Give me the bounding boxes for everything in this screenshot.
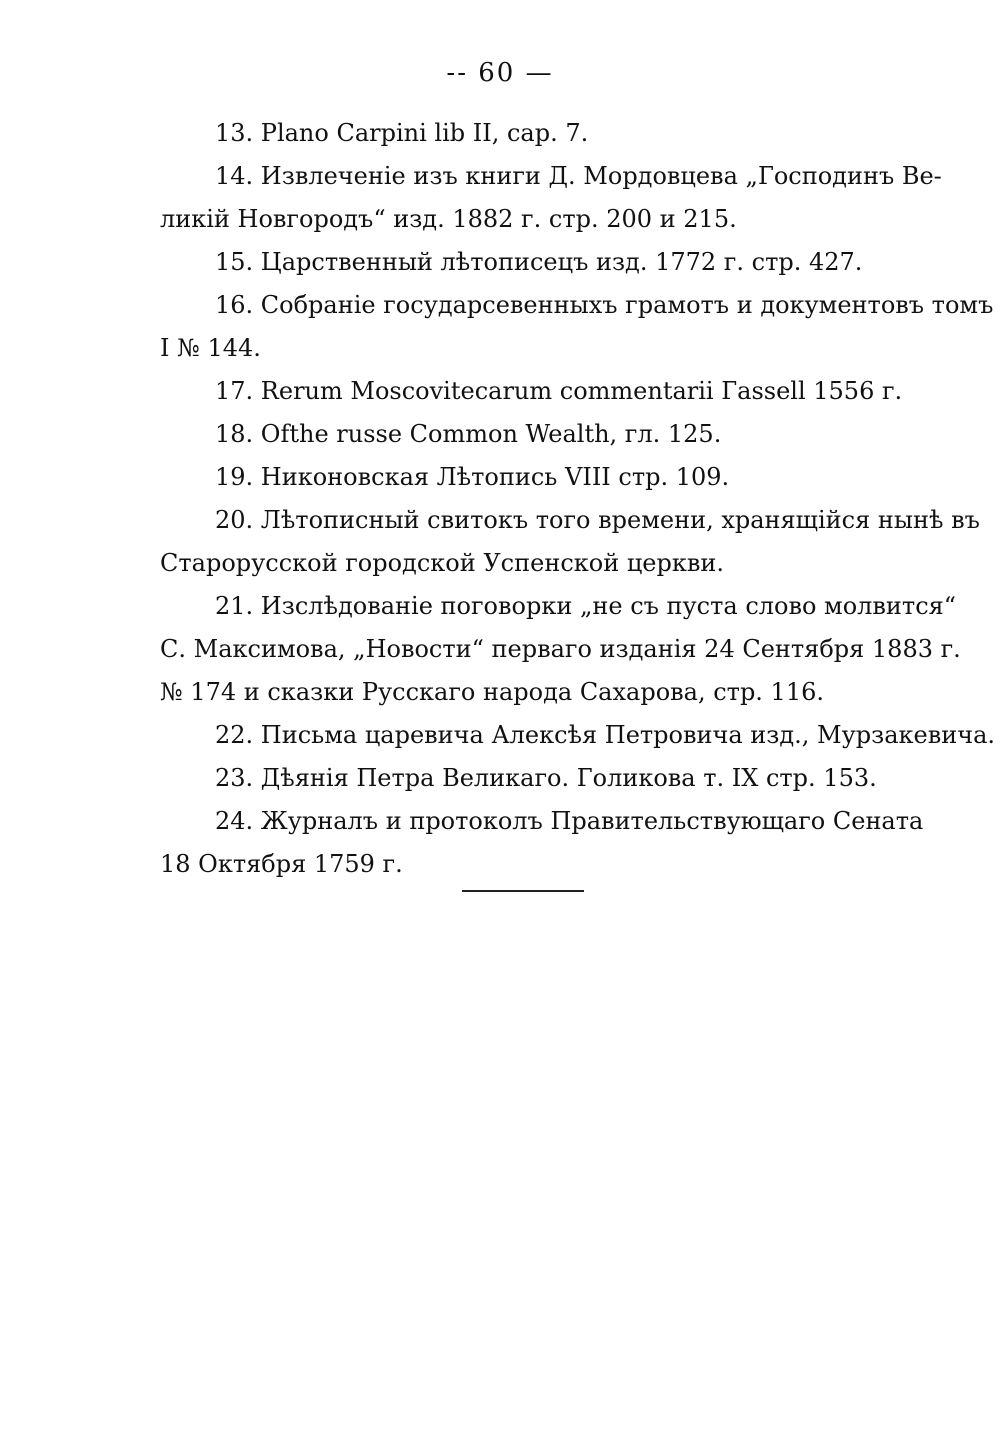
note-14-line-1: 14. Извлеченіе изъ книги Д. Мордовцева „Господинъ Ве- (215, 162, 942, 190)
note-21-line-2: С. Максимова, „Новости“ перваго изданія 24 Сентября 1883 г. (160, 635, 961, 663)
note-24-line-1: 24. Журналъ и протоколъ Правительствующаго Сената (215, 807, 924, 835)
note-17: 17. Rerum Moscovitecarum commentarii Гassell 1556 г. (215, 377, 903, 405)
note-21-line-1: 21. Изслѣдованіе поговорки „не съ пуста слово молвится“ (215, 592, 957, 620)
end-rule-divider (462, 890, 584, 892)
note-16-line-1: 16. Собраніе государсевенныхъ грамотъ и документовъ томъ (215, 291, 994, 319)
note-20-line-2: Старорусской городской Успенской церкви. (160, 549, 724, 577)
note-20-line-1: 20. Лѣтописный свитокъ того времени, хранящійся нынѣ въ (215, 506, 980, 534)
note-23: 23. Дѣянія Петра Великаго. Голикова т. IX стр. 153. (215, 764, 877, 792)
note-16-line-2: I № 144. (160, 334, 261, 362)
page-number: -- 60 — (446, 58, 554, 88)
note-15: 15. Царственный лѣтописецъ изд. 1772 г. стр. 427. (215, 248, 863, 276)
note-19: 19. Никоновская Лѣтопись VIII стр. 109. (215, 463, 730, 491)
note-21-line-3: № 174 и сказки Русскаго народа Сахарова, стр. 116. (160, 678, 824, 706)
note-24-line-2: 18 Октября 1759 г. (160, 850, 403, 878)
note-22: 22. Письма царевича Алексѣя Петровича изд., Мурзакевича. (215, 721, 996, 749)
note-13: 13. Plano Carpini lib II, cap. 7. (215, 119, 589, 147)
note-18: 18. Ofthe russe Common Wealth, гл. 125. (215, 420, 722, 448)
footnotes-list (160, 112, 996, 886)
note-14-line-2: ликій Новгородъ“ изд. 1882 г. стр. 200 и 215. (160, 205, 737, 233)
